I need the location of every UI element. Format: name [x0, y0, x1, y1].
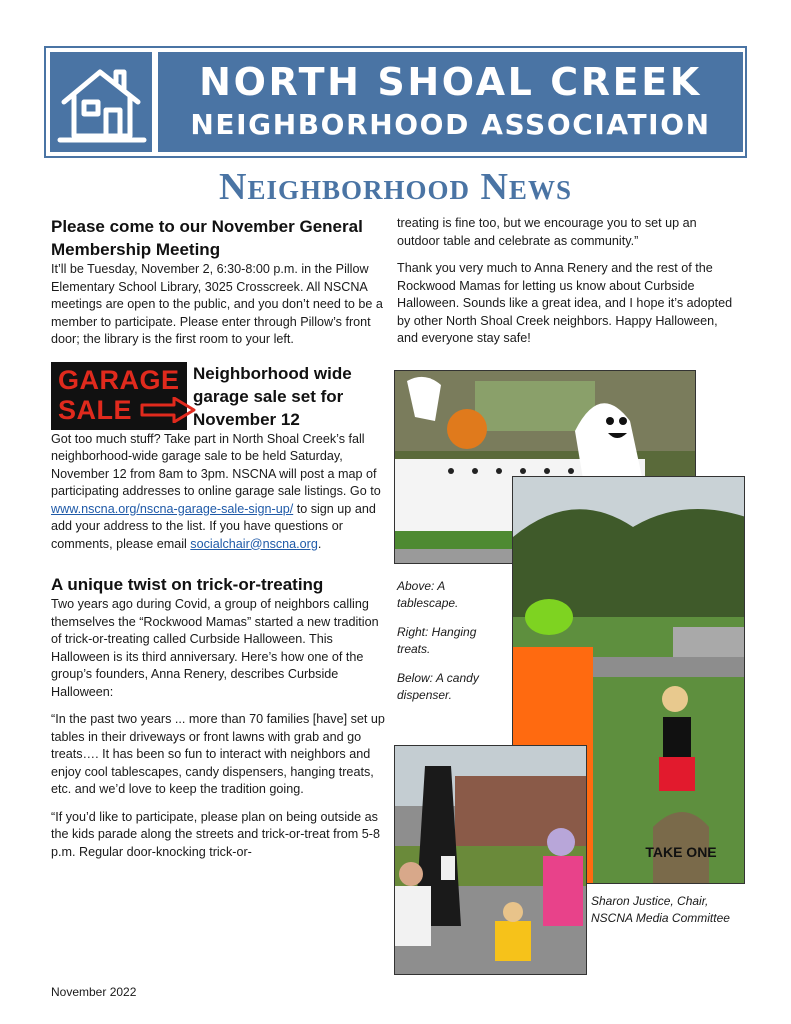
email-link[interactable]: socialchair@nscna.org: [190, 536, 318, 551]
trick-or-treat-p2: “In the past two years ... more than 70 families [have] set up tables in their driveways or front lawns with grab and go treats…. It has been so fun to interact with neighbors and enjoy cool tablescapes, candy dispensers, hanging treats, etc. and we’d love to keep the tradition going.: [51, 712, 385, 796]
section-title: Neighborhood News: [219, 166, 572, 208]
garage-sale-link[interactable]: www.nscna.org/nscna-garage-sale-sign-up/: [51, 501, 294, 516]
masthead: [44, 46, 747, 158]
arrow-right-icon: [140, 397, 196, 423]
garage-sale-sign-line2: SALE: [58, 394, 133, 425]
masthead-title: [158, 52, 743, 152]
footer-date: November 2022: [51, 985, 137, 999]
trick-or-treat-p3-cont: treating is fine too, but we encourage you to set up an outdoor table and celebrate as community.”: [397, 216, 697, 248]
meeting-body: It’ll be Tuesday, November 2, 6:30-8:00 p.m. in the Pillow Elementary School Library, 3025 Crosscreek. All NSCNA meetings are open to the public, and you don’t need to be a member to participate. Please enter through Pillow’s front door; the library is the first room to your left.: [51, 262, 383, 346]
trick-or-treat-p4: Thank you very much to Anna Renery and the rest of the Rockwood Mamas for letting us know about Curbside Halloween. Sounds like a great idea, and I hope it’s adopted by other North Shoal Creek neighbors. Happy Halloween, and everyone stay safe!: [397, 261, 733, 345]
house-icon: [50, 52, 152, 152]
masthead-line1: NORTH SHOAL CREEK: [199, 60, 702, 104]
take-one-sign: TAKE ONE: [645, 844, 717, 860]
caption-right: Right: Hanging treats.: [397, 625, 477, 656]
candy-dispenser-photo: [394, 745, 587, 975]
signature: Sharon Justice, Chair, NSCNA Media Committee: [591, 894, 730, 925]
right-column: [397, 215, 737, 348]
left-column: [51, 215, 387, 861]
trick-or-treat-heading: A unique twist on trick-or-treating: [51, 575, 324, 594]
trick-or-treat-p3: “If you’d like to participate, please plan on being outside as the kids parade along the streets and trick-or-treat from 5-8 p.m. Regular door-knocking trick-or-: [51, 809, 380, 859]
logo: [50, 52, 152, 152]
masthead-line2: NEIGHBORHOOD ASSOCIATION: [190, 108, 711, 141]
garage-sale-sign-line1: GARAGE: [58, 364, 180, 395]
garage-sale-sign: [51, 362, 187, 430]
garage-sale-body: Got too much stuff? Take part in North Shoal Creek’s fall neighborhood-wide garage sale to be held Saturday, November 12 from 8am to 3pm. NSCNA will post a map of participating addresses to online garage sale listings. Go to www.nscna.org/nscna-garage-sale-sign-up/ to sign up and add your address to the list. If you have questions or comments, please email socialchair@nscna.org.: [51, 431, 381, 551]
garage-sale-header: [51, 362, 387, 431]
trick-or-treat-p1: Two years ago during Covid, a group of neighbors calling themselves the “Rockwood Mamas” started a new tradition of trick-or-treating called Curbside Halloween. This Halloween is its third anniversary. Here’s how one of the group’s founders, Anna Renery, describes Curbside Halloween:: [51, 597, 379, 699]
caption-above: Above: A tablescape.: [397, 579, 459, 610]
caption-below: Below: A candy dispenser.: [397, 671, 479, 702]
garage-sale-heading: Neighborhood wide garage sale set for November 12: [193, 363, 352, 429]
meeting-heading: Please come to our November General Membership Meeting: [51, 217, 363, 259]
